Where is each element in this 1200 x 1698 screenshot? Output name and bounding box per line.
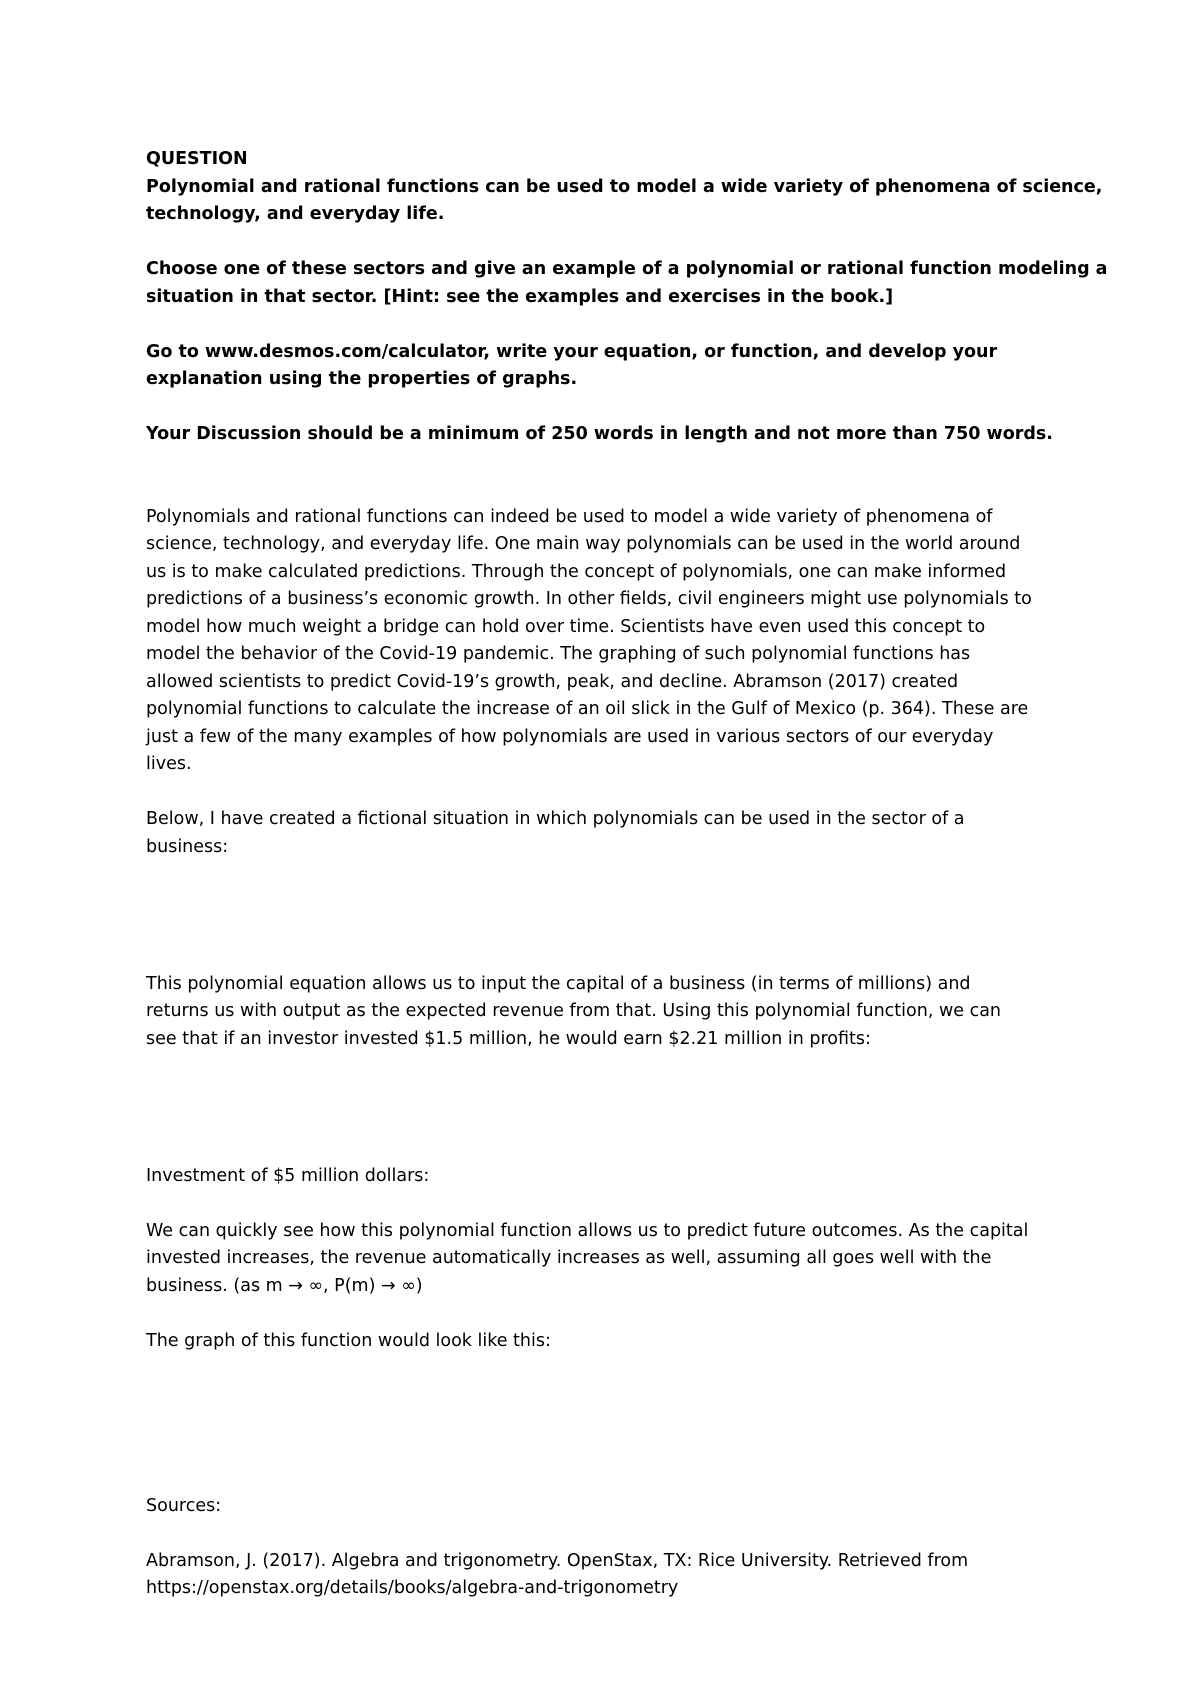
choose-line: situation in that sector. [Hint: see the examples and exercises in the book.] — [146, 286, 894, 307]
question-length-paragraph — [146, 421, 1076, 449]
answer-investment-paragraph — [146, 1163, 1076, 1191]
desmos-line: explanation using the properties of graphs. — [146, 369, 578, 389]
sources-heading-paragraph — [146, 1493, 1076, 1521]
equation-image-placeholder — [146, 889, 1076, 971]
answer-below-paragraph — [146, 806, 1076, 861]
intro-line: model the behavior of the Covid-19 pandemic. The graphing of such polynomial functions has — [146, 644, 971, 664]
sources-citation-paragraph — [146, 1548, 1076, 1603]
answer-equation-paragraph — [146, 971, 1076, 1054]
intro-line: Polynomials and rational functions can indeed be used to model a wide variety of phenomena of — [146, 506, 993, 527]
sources-heading: Sources: — [146, 1495, 222, 1516]
answer-graph-paragraph — [146, 1328, 1076, 1356]
question-desmos-paragraph — [146, 339, 1076, 394]
intro-line: lives. — [146, 754, 192, 774]
document-page — [146, 146, 1108, 1630]
predict-line: invested increases, the revenue automatically increases as well, assuming all goes well with the — [146, 1248, 992, 1268]
question-heading: QUESTION — [146, 149, 248, 169]
length-line: Your Discussion should be a minimum of 250 words in length and not more than 750 words. — [146, 424, 1053, 444]
investment-line: Investment of $5 million dollars: — [146, 1165, 430, 1186]
question-block — [146, 146, 1103, 229]
intro-line: us is to make calculated predictions. Through the concept of polynomials, one can make informed — [146, 561, 1007, 582]
intro-line: science, technology, and everyday life. One main way polynomials can be used in the world around — [146, 534, 1021, 554]
graph-image-placeholder — [146, 1383, 1076, 1493]
calculation-image-placeholder — [146, 1081, 1076, 1163]
question-prompt-line: technology, and everyday life. — [146, 204, 445, 224]
intro-line: model how much weight a bridge can hold over time. Scientists have even used this concept to — [146, 616, 986, 637]
equation-line: This polynomial equation allows us to input the capital of a business (in terms of millions) and — [146, 973, 971, 994]
intro-line: allowed scientists to predict Covid-19’s growth, peak, and decline. Abramson (2017) created — [146, 671, 959, 692]
below-line: Below, I have created a fictional situation in which polynomials can be used in the sector of a — [146, 809, 965, 829]
intro-line: predictions of a business’s economic growth. In other fields, civil engineers might use polynomials to — [146, 589, 1032, 609]
equation-line: see that if an investor invested $1.5 million, he would earn $2.21 million in profits: — [146, 1028, 871, 1049]
citation-line: Abramson, J. (2017). Algebra and trigonometry. OpenStax, TX: Rice University. Retrieved from — [146, 1550, 969, 1571]
intro-line: polynomial functions to calculate the increase of an oil slick in the Gulf of Mexico (p. 364). These are — [146, 699, 1029, 719]
predict-line: We can quickly see how this polynomial function allows us to predict future outcomes. As the capital — [146, 1220, 1029, 1241]
predict-line: business. (as m → ∞, P(m) → ∞) — [146, 1275, 423, 1296]
answer-intro-paragraph — [146, 504, 1076, 779]
answer-predict-paragraph — [146, 1218, 1076, 1301]
citation-url: https://openstax.org/details/books/algebra-and-trigonometry — [146, 1578, 679, 1598]
question-prompt-line: Polynomial and rational functions can be used to model a wide variety of phenomena of science, — [146, 176, 1103, 197]
graph-line: The graph of this function would look like this: — [146, 1330, 551, 1351]
desmos-line: Go to www.desmos.com/calculator, write your equation, or function, and develop your — [146, 341, 998, 362]
choose-line: Choose one of these sectors and give an example of a polynomial or rational function modeling a — [146, 259, 1108, 279]
intro-line: just a few of the many examples of how polynomials are used in various sectors of our everyday — [146, 726, 994, 747]
spacer — [146, 476, 1076, 504]
equation-line: returns us with output as the expected revenue from that. Using this polynomial function, we can — [146, 1001, 1002, 1021]
below-line: business: — [146, 836, 229, 857]
question-choose-paragraph — [146, 256, 1108, 311]
